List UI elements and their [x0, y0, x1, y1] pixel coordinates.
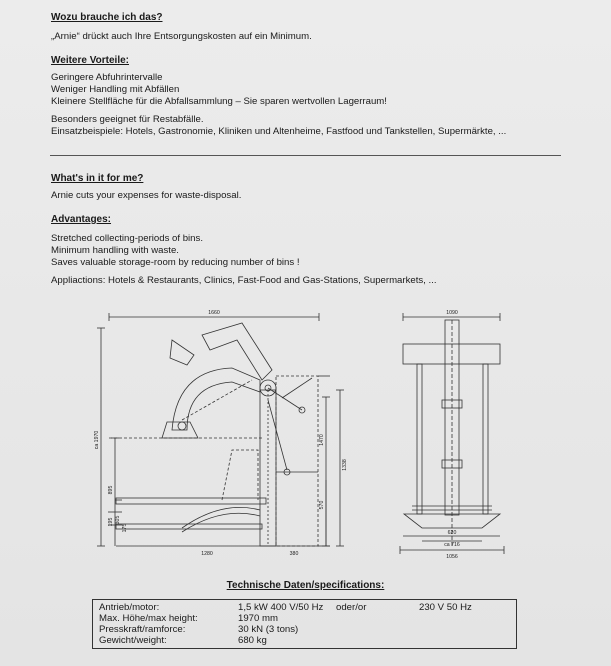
spec-value: 1,5 kW 400 V/50 Hz — [238, 602, 324, 613]
dim-front-620: 620 — [447, 530, 457, 536]
german-advantage-2: Weniger Handling mit Abfällen — [51, 84, 180, 95]
dim-570: 570 — [319, 500, 325, 510]
dim-front-716: ca 716 — [444, 542, 460, 548]
english-advantage-2: Minimum handling with waste. — [51, 245, 179, 256]
english-applications: Appliactions: Hotels & Restaurants, Clinics, Fast-Food and Gas-Stations, Supermarkets, ... — [51, 275, 437, 286]
spec-label: Antrieb/motor: — [99, 602, 160, 613]
spec-alt-value: 230 V 50 Hz — [419, 602, 472, 613]
specs-table — [92, 599, 517, 649]
section-divider — [50, 155, 561, 156]
side-view — [97, 313, 344, 546]
spec-alt-sep: oder/or — [336, 602, 367, 613]
dim-front-1056: 1056 — [446, 554, 458, 560]
spec-label: Presskraft/ramforce: — [99, 624, 186, 635]
dim-1338: 1338 — [342, 459, 348, 471]
dim-895: 895 — [108, 485, 114, 495]
dim-base-depth: 380 — [289, 551, 299, 557]
dim-305: 305 — [115, 515, 121, 525]
german-advantage-3: Kleinere Stellfläche für die Abfallsammlung – Sie sparen wertvollen Lagerraum! — [51, 96, 387, 107]
technical-drawing — [82, 300, 522, 562]
dim-195: 195 — [108, 517, 114, 527]
english-heading-why: What's in it for me? — [51, 173, 144, 184]
dim-side-width: 1660 — [208, 310, 220, 316]
spec-value: 1970 mm — [238, 613, 278, 624]
german-extra-1: Besonders geeignet für Restabfälle. — [51, 114, 204, 125]
german-heading-advantages: Weitere Vorteile: — [51, 55, 129, 66]
dim-front-width: 1090 — [446, 310, 458, 316]
german-heading-why: Wozu brauche ich das? — [51, 12, 163, 23]
german-extra-2: Einsatzbeispiele: Hotels, Gastronomie, Kliniken und Altenheime, Fastfood und Tankstellen, Supermärkte, ... — [51, 126, 507, 137]
english-advantage-3: Saves valuable storage-room by reducing number of bins ! — [51, 257, 300, 268]
dim-total-height: ca 1970 — [94, 430, 100, 450]
front-view — [400, 313, 504, 554]
english-heading-advantages: Advantages: — [51, 214, 112, 225]
german-intro: „Arnie“ drückt auch Ihre Entsorgungskosten auf ein Minimum. — [51, 31, 312, 42]
dim-base-length: 1280 — [201, 551, 213, 557]
specs-title: Technische Daten/specifications: — [226, 580, 385, 591]
dim-1470: 1470 — [319, 434, 325, 446]
dim-175: 175 — [122, 523, 128, 533]
german-advantage-1: Geringere Abfuhrintervalle — [51, 72, 163, 83]
spec-label: Gewicht/weight: — [99, 635, 167, 646]
english-intro: Arnie cuts your expenses for waste-disposal. — [51, 190, 242, 201]
spec-value: 30 kN (3 tons) — [238, 624, 299, 635]
spec-value: 680 kg — [238, 635, 267, 646]
spec-label: Max. Höhe/max height: — [99, 613, 198, 624]
english-advantage-1: Stretched collecting-periods of bins. — [51, 233, 203, 244]
